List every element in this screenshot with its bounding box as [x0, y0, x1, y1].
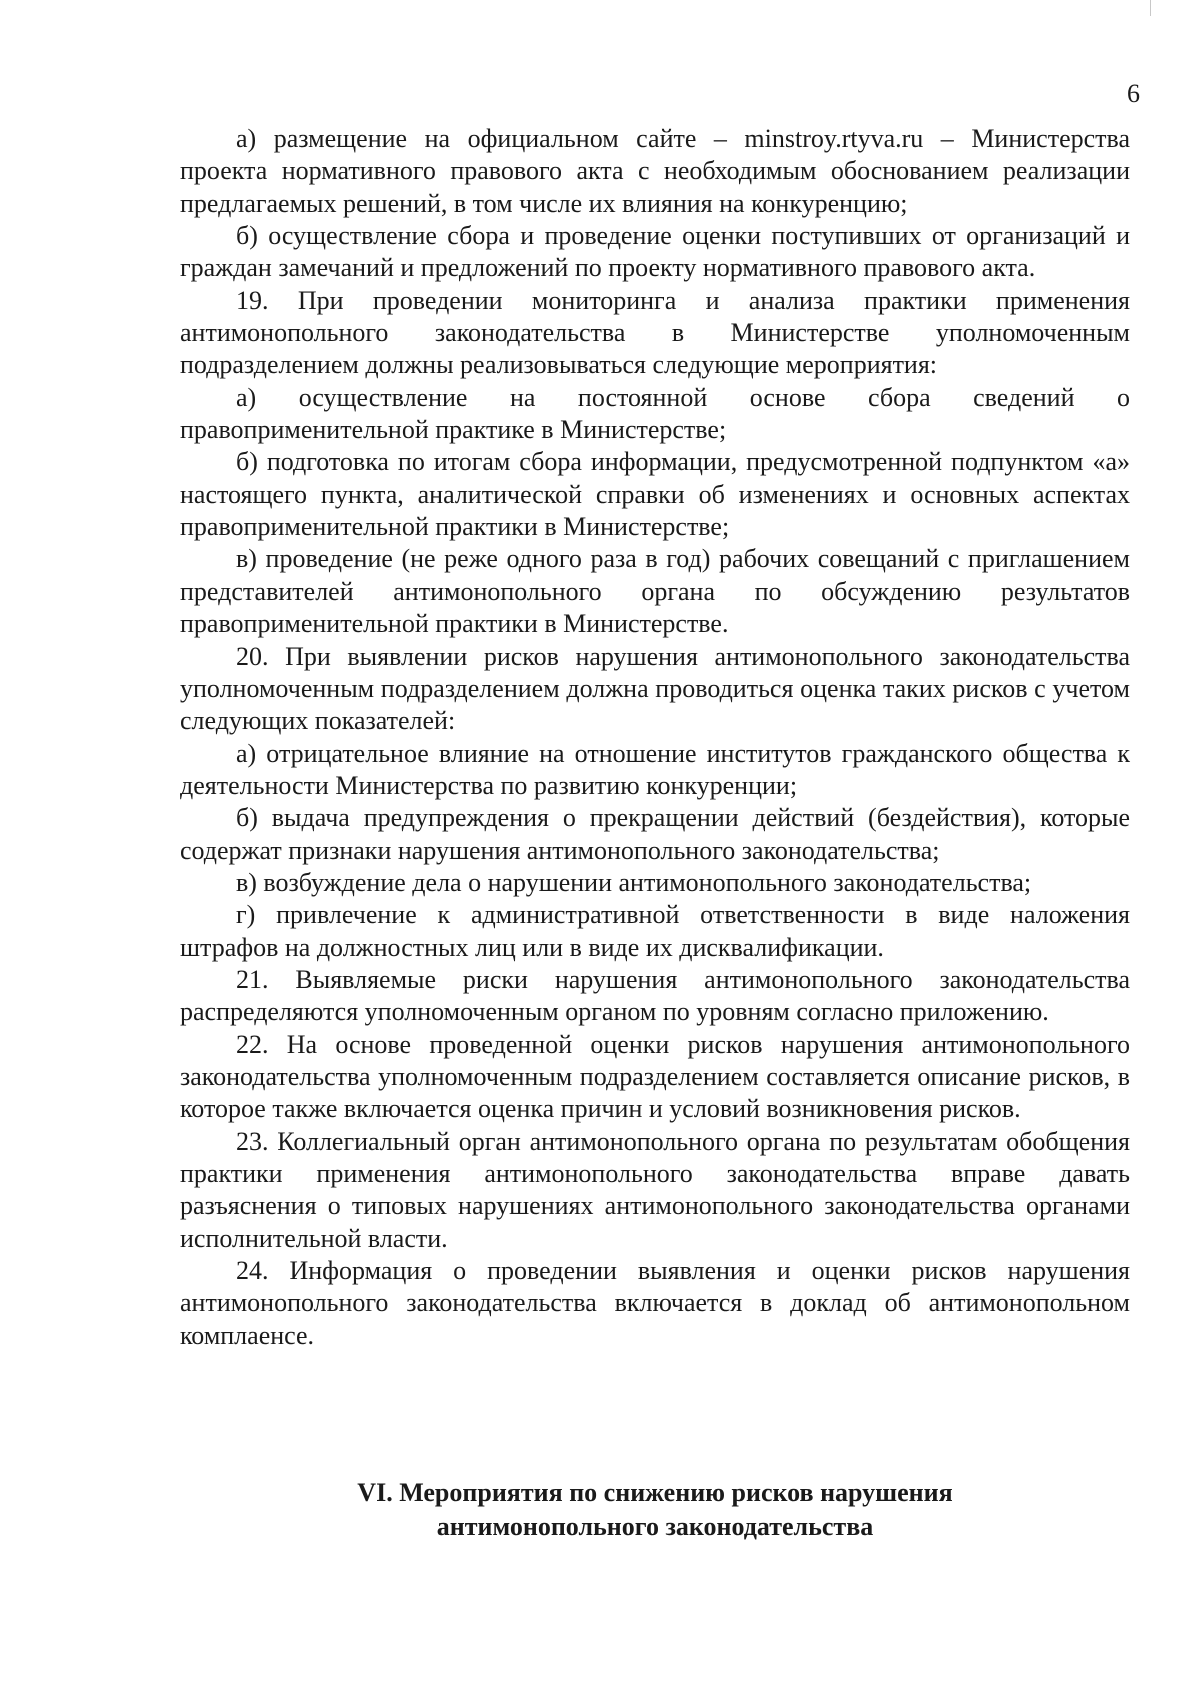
paragraph-20a: а) отрицательное влияние на отношение институтов гражданского общества к деятельности Министерства по развитию конкуренции; — [180, 738, 1130, 800]
paragraph-24: 24. Информация о проведении выявления и оценки рисков нарушения антимонопольного законодательства включается в доклад об антимонопольном комплаенсе. — [180, 1256, 1130, 1350]
section-heading-line-2: антимонопольного законодательства — [436, 1512, 874, 1541]
paragraph-23: 23. Коллегиальный орган антимонопольного органа по результатам обобщения практики применения антимонопольного законодательства вправе давать разъяснения о типовых нарушениях антимонопольного законодательства органами исполнительной власти. — [180, 1126, 1130, 1253]
page-number: 6 — [1127, 79, 1140, 108]
paragraph-18b: б) осуществление сбора и проведение оценки поступивших от организаций и граждан замечаний и предложений по проекту нормативного правового акта. — [180, 221, 1130, 283]
scan-edge-mark — [1150, 0, 1151, 16]
section-heading-line-1: VI. Мероприятия по снижению рисков нарушения — [357, 1478, 953, 1507]
paragraph-19a: а) осуществление на постоянной основе сбора сведений о правоприменительной практике в Министерстве; — [180, 382, 1130, 445]
section-heading — [180, 1476, 1130, 1544]
paragraph-19c: в) проведение (не реже одного раза в год) рабочих совещаний с приглашением представителей антимонопольного органа по обсуждению результатов правоприменительной практики в Министерстве. — [180, 544, 1130, 639]
document-body — [180, 123, 1130, 1352]
paragraph-20: 20. При выявлении рисков нарушения антимонопольного законодательства уполномоченным подразделением должна проводиться оценка таких рисков с учетом следующих показателей: — [180, 641, 1130, 736]
paragraph-20d: г) привлечение к административной ответственности в виде наложения штрафов на должностных лиц или в виде их дисквалификации. — [180, 900, 1130, 962]
paragraph-20b: б) выдача предупреждения о прекращении действий (бездействия), которые содержат признаки нарушения антимонопольного законодательства; — [180, 803, 1130, 865]
paragraph-19b: б) подготовка по итогам сбора информации, предусмотренной подпунктом «а» настоящего пункта, аналитической справки об изменениях и основных аспектах правоприменительной практики в Министерстве; — [180, 447, 1130, 542]
paragraph-22: 22. На основе проведенной оценки рисков нарушения антимонопольного законодательства уполномоченным подразделением составляется описание рисков, в которое также включается оценка причин и условий возникновения рисков. — [180, 1029, 1130, 1124]
paragraph-20c: в) возбуждение дела о нарушении антимонопольного законодательства; — [236, 867, 1032, 897]
paragraph-21: 21. Выявляемые риски нарушения антимонопольного законодательства распределяются уполномоченным органом по уровням согласно приложению. — [180, 964, 1130, 1027]
paragraph-18a: а) размещение на официальном сайте – minstroy.rtyva.ru – Министерства проекта нормативного правового акта с необходимым обоснованием реализации предлагаемых решений, в том числе их влияния на конкуренцию; — [180, 124, 1130, 218]
paragraph-19: 19. При проведении мониторинга и анализа практики применения антимонопольного законодательства в Министерстве уполномоченным подразделением должны реализовываться следующие мероприятия: — [180, 285, 1130, 380]
